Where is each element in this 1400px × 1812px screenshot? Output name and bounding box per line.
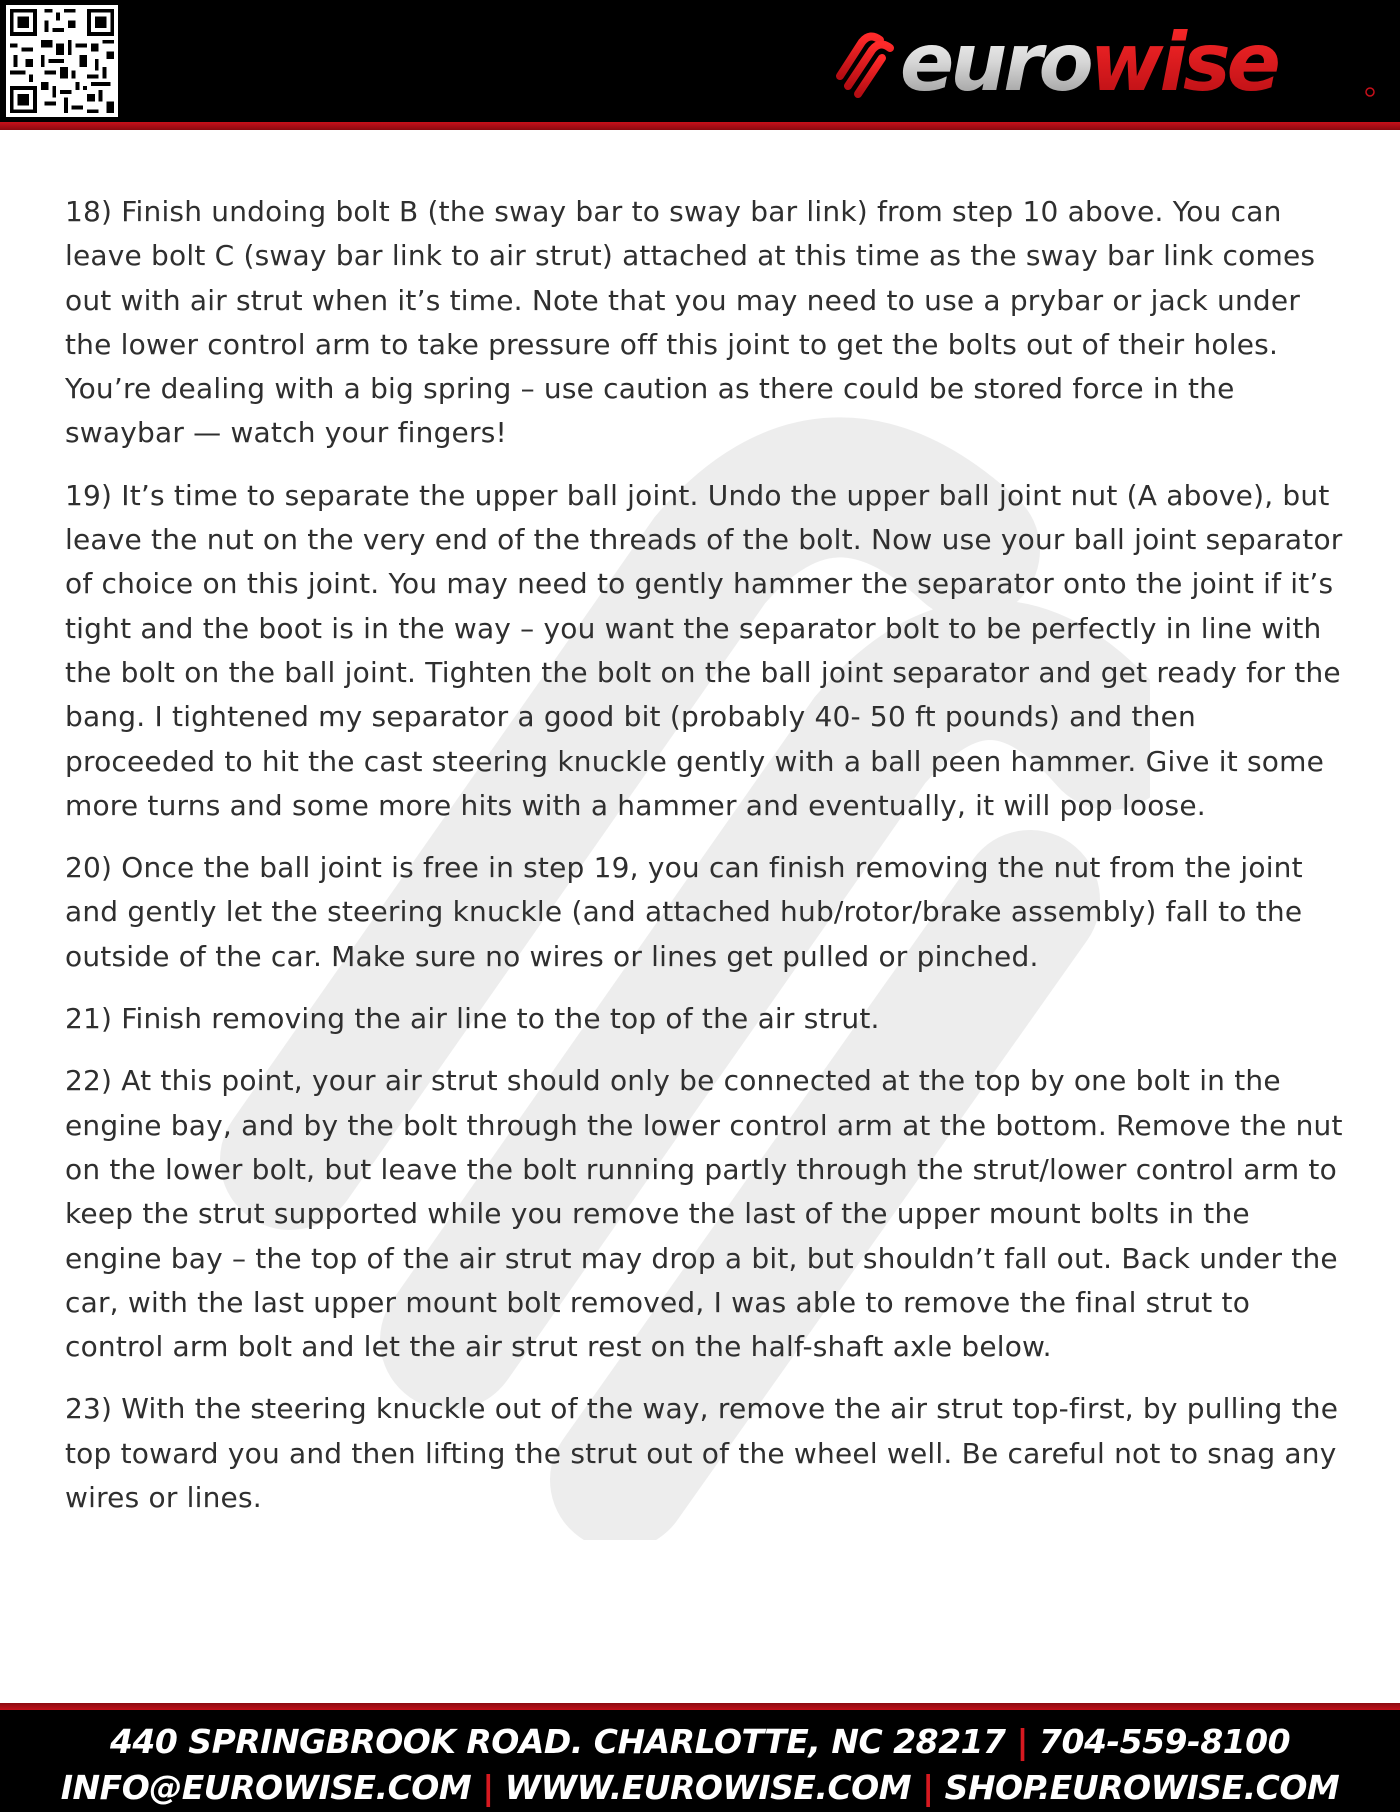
step-19: 19) It’s time to separate the upper ball joint. Undo the upper ball joint nut (A above), but leave the nut on the very end of the threads of the bolt. Now use your ball joint separator of choice on this joint. You may need to gently hammer the separator onto the joint if it’s tight and the boot is in the way – you want the separator bolt to be perfectly in line with the bolt on the ball joint. Tighten the bolt on the ball joint separator and get ready for the bang. I tightened my separator a good bit (probably 40- 50 ft pounds) and then proceeded to hit the cast steering knuckle gently with a ball peen hammer. Give it some more turns and some more hits with a hammer and eventually, it will pop loose.: [65, 478, 1343, 822]
header-accent-stripe: [0, 122, 1400, 130]
step-20: 20) Once the ball joint is free in step 19, you can finish removing the nut from the joint and gently let the steering knuckle (and attached hub/rotor/brake assembly) fall to the outside of the car. Make sure no wires or lines get pulled or pinched.: [65, 851, 1303, 973]
page-header: [0, 0, 1400, 122]
footer-shop[interactable]: SHOP.EUROWISE.COM: [944, 1768, 1340, 1807]
footer-website[interactable]: WWW.EUROWISE.COM: [504, 1768, 912, 1807]
svg-text:eurowise: eurowise: [900, 16, 1277, 109]
footer-phone[interactable]: 704-559-8100: [1039, 1722, 1291, 1761]
step-21: 21) Finish removing the air line to the top of the air strut.: [65, 1002, 880, 1036]
instructions-body: [65, 190, 1345, 1538]
footer-contact-line-2: [0, 1768, 1400, 1807]
footer-separator: |: [1016, 1722, 1029, 1761]
footer-separator: |: [482, 1768, 494, 1807]
step-22: 22) At this point, your air strut should only be connected at the top by one bolt in the engine bay, and by the bolt through the lower control arm at the bottom. Remove the nut on the lower bolt, but leave the bolt running partly through the strut/lower control arm to keep the strut supported while you remove the last of the upper mount bolts in the engine bay – the top of the air strut may drop a bit, but shouldn’t fall out. Back under the car, with the last upper mount bolt removed, I was able to remove the final strut to control arm bolt and let the air strut rest on the half-shaft axle below.: [65, 1064, 1343, 1364]
step-18: 18) Finish undoing bolt B (the sway bar to sway bar link) from step 10 above. You can leave bolt C (sway bar link to air strut) attached at this time as the sway bar link comes out with air strut when it’s time. Note that you may need to use a prybar or jack under the lower control arm to take pressure off this joint to get the bolts out of their holes. You’re dealing with a big spring – use caution as there could be stored force in the swaybar — watch your fingers!: [65, 195, 1316, 450]
eurowise-emblem-icon: [840, 36, 890, 94]
eurowise-logo: [822, 14, 1382, 114]
step-23: 23) With the steering knuckle out of the way, remove the air strut top-first, by pulling the top toward you and then lifting the strut out of the wheel well. Be careful not to snag any wires or lines.: [65, 1392, 1339, 1515]
footer-address: 440 SPRINGBROOK ROAD. CHARLOTTE, NC 28217: [109, 1722, 1006, 1761]
footer-separator: |: [922, 1768, 934, 1807]
footer-contact-line-1: [0, 1722, 1400, 1761]
footer-email[interactable]: INFO@EUROWISE.COM: [60, 1768, 472, 1807]
qr-code-icon: [6, 5, 118, 117]
